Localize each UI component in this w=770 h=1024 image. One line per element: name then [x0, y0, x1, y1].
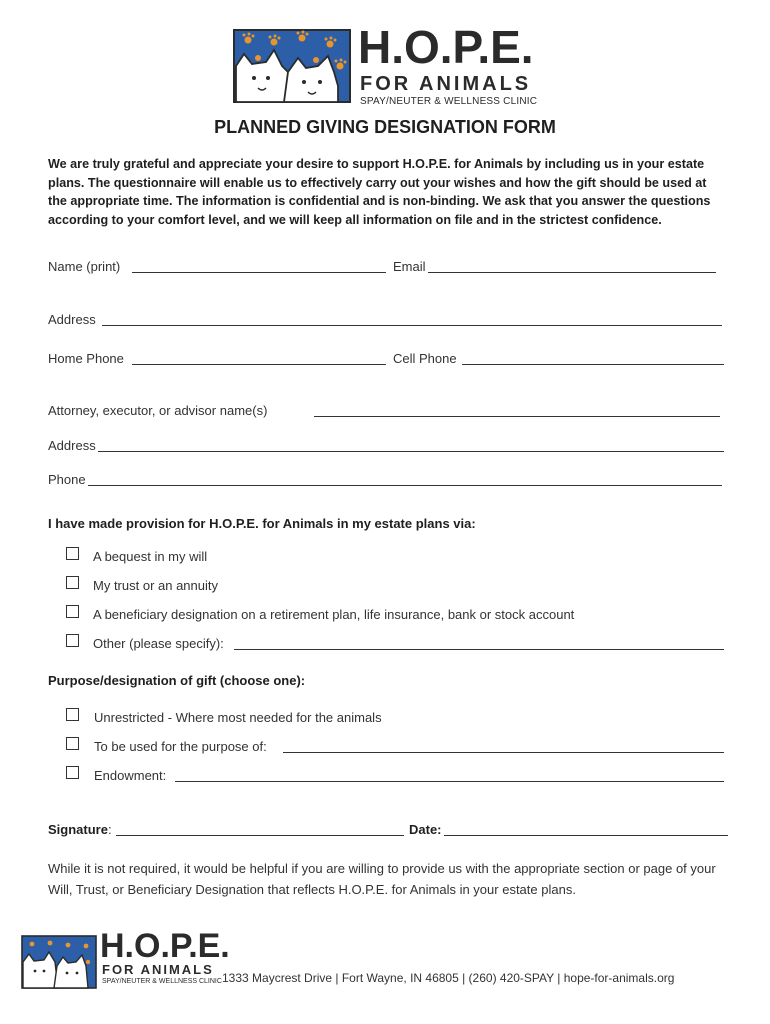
- attorney-phone-label: Phone: [48, 472, 86, 487]
- logo-title: H.O.P.E.: [358, 21, 534, 73]
- footer-pets-logo-icon: [20, 934, 98, 990]
- purpose-label: To be used for the purpose of:: [94, 739, 267, 754]
- bequest-checkbox[interactable]: [66, 547, 79, 560]
- attorney-address-line[interactable]: [98, 451, 724, 452]
- endowment-line[interactable]: [175, 781, 724, 782]
- trust-label: My trust or an annuity: [93, 578, 218, 593]
- attorney-line[interactable]: [314, 416, 720, 417]
- pets-logo-icon: [232, 26, 354, 106]
- cell-phone-label: Cell Phone: [393, 351, 457, 366]
- attorney-label: Attorney, executor, or advisor name(s): [48, 403, 268, 418]
- signature-row-label: [48, 822, 112, 838]
- purpose-line[interactable]: [283, 752, 724, 753]
- address-line[interactable]: [102, 325, 722, 326]
- footer-logo-subtitle: FOR ANIMALS: [102, 962, 214, 977]
- unrestricted-checkbox[interactable]: [66, 708, 79, 721]
- email-label: Email: [393, 259, 426, 274]
- closing-note: While it is not required, it would be helpful if you are willing to provide us with the appropriate section or page of your Will, Trust, or Beneficiary Designation that reflects H.O.P.E. for Animals in your estate plans.: [48, 861, 716, 897]
- address-label: Address: [48, 312, 96, 327]
- endowment-label: Endowment:: [94, 768, 167, 783]
- intro-paragraph: We are truly grateful and appreciate your desire to support H.O.P.E. for Animals by including us in your estate plans. The questionnaire will enable us to effectively carry out your wishes and how the gift should be used at the appropriate time. The information is confidential and is non-binding. We ask that you answer the questions according to your comfort level, and we will keep all information on file and in the strictest confidence.: [48, 157, 711, 227]
- home-phone-line[interactable]: [132, 364, 386, 365]
- footer-contact: 1333 Maycrest Drive | Fort Wayne, IN 46805 | (260) 420-SPAY | hope-for-animals.org: [222, 971, 675, 985]
- cell-phone-line[interactable]: [462, 364, 724, 365]
- beneficiary-label: A beneficiary designation on a retirement plan, life insurance, bank or stock account: [93, 607, 575, 622]
- email-line[interactable]: [428, 272, 716, 273]
- other-label: Other (please specify):: [93, 636, 224, 651]
- endowment-checkbox[interactable]: [66, 766, 79, 779]
- provision-heading: I have made provision for H.O.P.E. for Animals in my estate plans via:: [48, 516, 476, 531]
- beneficiary-checkbox[interactable]: [66, 605, 79, 618]
- date-line[interactable]: [444, 835, 728, 836]
- header-logo: [232, 21, 544, 110]
- name-label: Name (print): [48, 259, 121, 274]
- attorney-phone-line[interactable]: [88, 485, 722, 486]
- attorney-address-label: Address: [48, 438, 96, 453]
- name-line[interactable]: [132, 272, 386, 273]
- date-label: Date:: [409, 822, 442, 837]
- home-phone-label: Home Phone: [48, 351, 124, 366]
- purpose-checkbox[interactable]: [66, 737, 79, 750]
- unrestricted-label: Unrestricted - Where most needed for the animals: [94, 710, 382, 725]
- footer-logo: [20, 927, 230, 992]
- signature-line[interactable]: [116, 835, 404, 836]
- trust-checkbox[interactable]: [66, 576, 79, 589]
- signature-label: Signature: [48, 822, 108, 837]
- signature-colon: :: [107, 822, 112, 837]
- footer-logo-title: H.O.P.E.: [100, 927, 230, 965]
- logo-clinic: SPAY/NEUTER & WELLNESS CLINIC: [360, 96, 538, 107]
- purpose-heading: Purpose/designation of gift (choose one):: [48, 673, 306, 688]
- other-checkbox[interactable]: [66, 634, 79, 647]
- other-line[interactable]: [234, 649, 724, 650]
- form-title: PLANNED GIVING DESIGNATION FORM: [214, 117, 556, 137]
- footer-logo-clinic: SPAY/NEUTER & WELLNESS CLINIC: [102, 978, 222, 985]
- logo-subtitle: FOR ANIMALS: [360, 73, 532, 95]
- bequest-label: A bequest in my will: [93, 549, 208, 564]
